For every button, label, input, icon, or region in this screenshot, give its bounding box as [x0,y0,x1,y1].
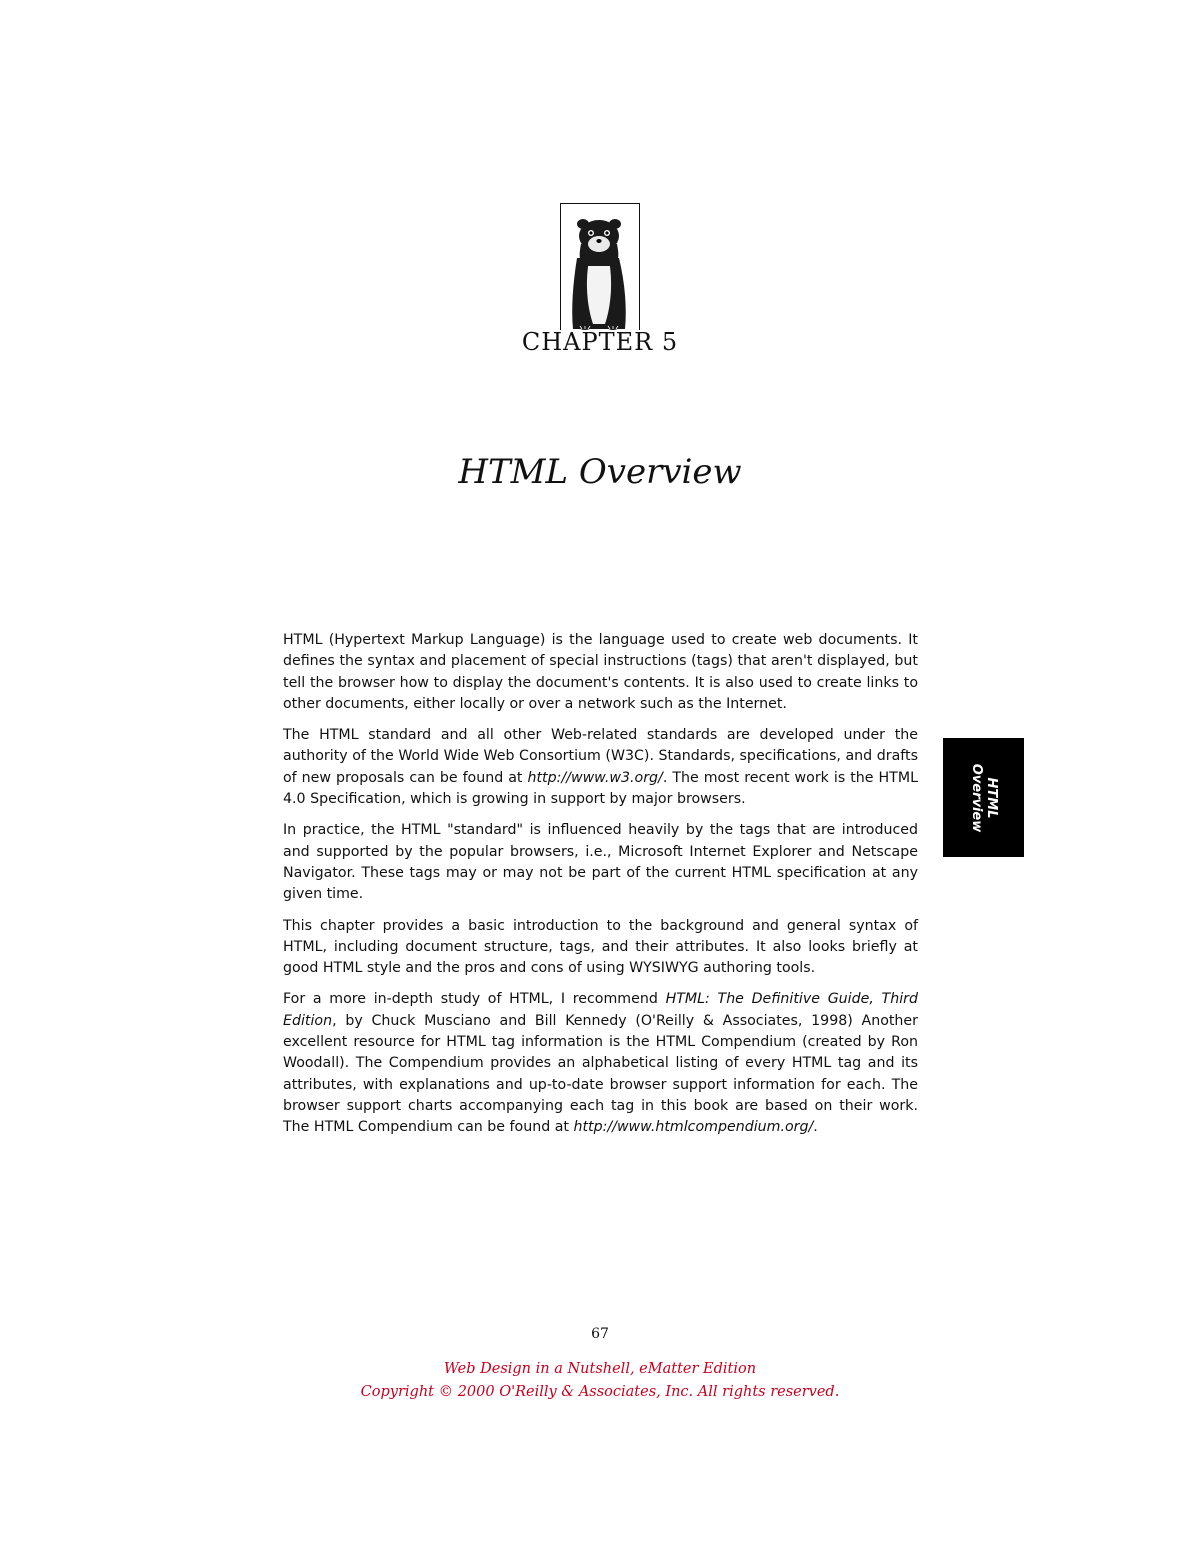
paragraph-5 [283,989,918,1138]
footer-edition: Web Design in a Nutshell, eMatter Edition [443,1361,757,1377]
footer-copyright: Copyright © 2000 O'Reilly & Associates, Inc. All rights reserved. [360,1384,840,1400]
paragraph-3: In practice, the HTML "standard" is influenced heavily by the tags that are introduced and supported by the popular browsers, i.e., Microsoft Internet Explorer and Netscape Navigator. These tags may or may not be part of the current HTML specification at any given time. [283,822,918,903]
thumb-tab-line-1: HTML [983,777,999,818]
book-title-reference: HTML: The Definitive Guide, Third Edition [283,991,918,1029]
chapter-ornament [560,203,640,330]
chapter-body [283,630,918,1149]
compendium-link[interactable]: http://www.htmlcompendium.org/ [573,1119,814,1136]
thumb-tab-line-2: Overview [968,763,984,832]
chapter-title: HTML Overview [458,452,742,492]
w3c-link[interactable]: http://www.w3.org/ [527,769,663,786]
paragraph-5-text: For a more in-depth study of HTML, I recommend [283,991,666,1008]
chapter-label: CHAPTER 5 [521,328,679,356]
paragraph-5-text: , by Chuck Musciano and Bill Kennedy (O'Reilly & Associates, 1998) Another excellent resource for HTML tag information is the HTML Compendium (created by Ron Woodall). The Compendium provides an alphabetical listing of every HTML tag and its attributes, with explanations and up-to-date browser support information for each. The browser support charts accompanying each tag in this book are based on their work. The HTML Compendium can be found at [283,1012,918,1136]
paragraph-2-text: The HTML standard and all other Web-related standards are developed under the authority of the World Wide Web Consortium (W3C). Standards, specifications, and drafts of new proposals can be found at [283,727,918,786]
weasel-illustration [563,208,635,330]
paragraph-1: HTML (Hypertext Markup Language) is the language used to create web documents. It defines the syntax and placement of special instructions (tags) that aren't displayed, but tell the browser how to display the document's contents. It is also used to create links to other documents, either locally or over a network such as the Internet. [283,632,918,712]
chapter-thumb-tab [943,738,1024,857]
paragraph-4: This chapter provides a basic introduction to the background and general syntax of HTML, including document structure, tags, and their attributes. It also looks briefly at good HTML style and the pros and cons of using WYSIWYG authoring tools. [283,917,918,977]
paragraph-5-text: . [813,1119,818,1136]
paragraph-2 [283,725,918,810]
thumb-tab-label [969,763,999,832]
paragraph-2-text: . The most recent work is the HTML 4.0 Specification, which is growing in support by major browsers. [283,769,918,808]
page-number: 67 [591,1326,609,1342]
